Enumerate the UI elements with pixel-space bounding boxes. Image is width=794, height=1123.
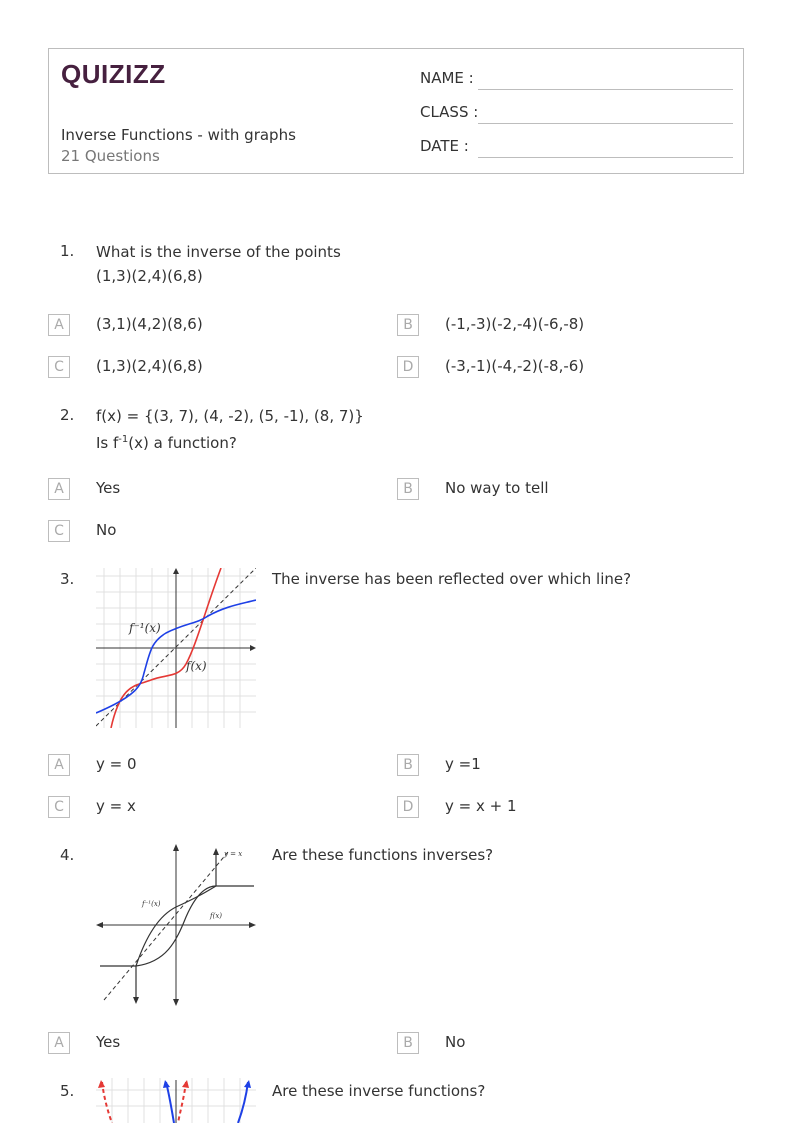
- q4-f-arrow-up: [213, 848, 219, 855]
- q2-option-c-text: No: [96, 521, 117, 539]
- q3-option-b-text: y =1: [445, 755, 481, 773]
- q1-option-d-box[interactable]: D: [397, 356, 419, 378]
- q4-option-b-text: No: [445, 1033, 466, 1051]
- q3-option-a-text: y = 0: [96, 755, 137, 773]
- question-2-line2: [96, 428, 364, 455]
- q3-option-c-text: y = x: [96, 797, 136, 815]
- question-3-graph: [96, 568, 256, 728]
- q3-option-c-box[interactable]: C: [48, 796, 70, 818]
- q4-option-a-box[interactable]: A: [48, 1032, 70, 1054]
- q5-blue-arrow-right: [244, 1080, 251, 1088]
- q2-option-b-text: No way to tell: [445, 479, 549, 497]
- q4-inverse-label: f⁻¹(x): [142, 900, 161, 908]
- q3-option-a-box[interactable]: A: [48, 754, 70, 776]
- question-4-text: Are these functions inverses?: [272, 846, 494, 864]
- question-2-number: 2.: [60, 406, 75, 424]
- q2-line2-post: (x) a function?: [128, 434, 237, 452]
- q3-f-label: f(x): [186, 659, 207, 673]
- worksheet-header: [48, 48, 744, 174]
- q1-option-d-text: (-3,-1)(-4,-2)(-8,-6): [445, 357, 585, 375]
- q4-f-label: f(x): [210, 912, 223, 920]
- q5-red-arrow-left: [98, 1080, 105, 1088]
- q4-f-arrow-down: [133, 997, 139, 1004]
- q3-option-d-box[interactable]: D: [397, 796, 419, 818]
- q1-option-b-text: (-1,-3)(-2,-4)(-6,-8): [445, 315, 585, 333]
- q3-option-d-text: y = x + 1: [445, 797, 517, 815]
- date-line[interactable]: [478, 157, 733, 158]
- q5-red-curve-right: [178, 1082, 186, 1123]
- question-1-line1: What is the inverse of the points: [96, 243, 341, 261]
- q5-red-arrow-right: [182, 1080, 189, 1088]
- q2-option-c-box[interactable]: C: [48, 520, 70, 542]
- q2-option-b-box[interactable]: B: [397, 478, 419, 500]
- question-5-number: 5.: [60, 1082, 75, 1100]
- q1-option-a-text: (3,1)(4,2)(8,6): [96, 315, 203, 333]
- class-label: CLASS :: [420, 103, 479, 121]
- q3-option-b-box[interactable]: B: [397, 754, 419, 776]
- q1-option-b-box[interactable]: B: [397, 314, 419, 336]
- worksheet-title: Inverse Functions - with graphs: [61, 126, 296, 144]
- question-1-number: 1.: [60, 242, 75, 260]
- q5-red-curve-left: [102, 1082, 112, 1123]
- question-3-text: The inverse has been reflected over which line?: [272, 570, 632, 588]
- q2-line2-sup: -1: [118, 434, 129, 445]
- quizizz-logo: QUIZIZZ: [61, 59, 166, 89]
- date-label: DATE :: [420, 137, 469, 155]
- q1-option-c-text: (1,3)(2,4)(6,8): [96, 357, 203, 375]
- q4-y-arrow-down: [173, 999, 179, 1006]
- question-count: 21 Questions: [61, 147, 160, 165]
- q1-option-c-box[interactable]: C: [48, 356, 70, 378]
- q5-blue-arrow-left: [163, 1080, 170, 1088]
- q4-yx-label: y = x: [224, 850, 243, 858]
- q2-option-a-box[interactable]: A: [48, 478, 70, 500]
- q3-x-arrow: [250, 645, 256, 651]
- q3-inverse-label: f⁻¹(x): [129, 621, 161, 635]
- question-1-text: [96, 240, 341, 288]
- q4-y-arrow-up: [173, 844, 179, 851]
- question-4-number: 4.: [60, 846, 75, 864]
- q4-line-y-equals-x: [104, 852, 228, 1000]
- question-3-number: 3.: [60, 570, 75, 588]
- name-label: NAME :: [420, 69, 474, 87]
- q4-inverse-curve: [100, 886, 254, 966]
- class-line[interactable]: [478, 123, 733, 124]
- question-2-text: [96, 404, 364, 455]
- question-5-graph: [96, 1078, 256, 1123]
- q2-option-a-text: Yes: [96, 479, 121, 497]
- q4-option-b-box[interactable]: B: [397, 1032, 419, 1054]
- q4-x-arrow-right: [249, 922, 256, 928]
- question-1-line2: (1,3)(2,4)(6,8): [96, 267, 203, 285]
- q4-option-a-text: Yes: [96, 1033, 121, 1051]
- q3-y-arrow: [173, 568, 179, 574]
- question-4-graph: [96, 842, 258, 1008]
- question-5-text: Are these inverse functions?: [272, 1082, 486, 1100]
- question-2-line1: f(x) = {(3, 7), (4, -2), (5, -1), (8, 7)}: [96, 407, 364, 425]
- q1-option-a-box[interactable]: A: [48, 314, 70, 336]
- q5-blue-curve-left: [166, 1082, 174, 1123]
- q4-x-arrow-left: [96, 922, 103, 928]
- q2-line2-pre: Is f: [96, 434, 119, 452]
- name-line[interactable]: [478, 89, 733, 90]
